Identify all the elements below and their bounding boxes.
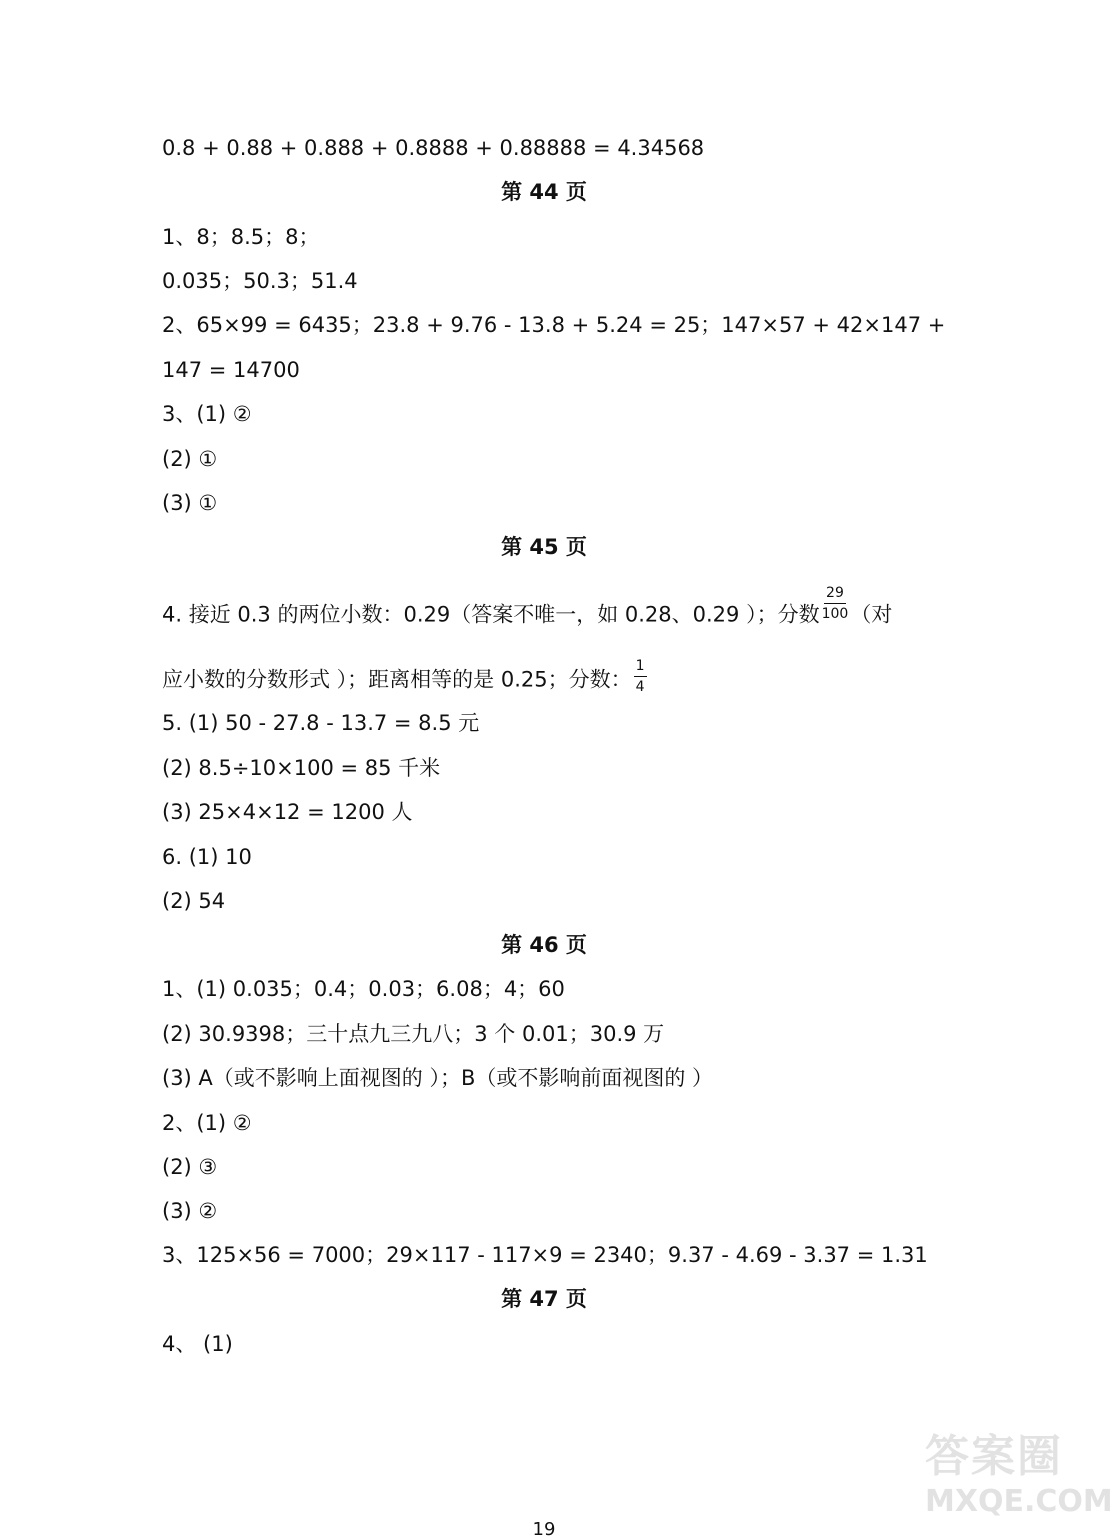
section-heading-page-44: 第 44 页 (501, 180, 587, 204)
section-heading-page-47: 第 47 页 (501, 1287, 587, 1311)
answer-line: 6. (1) 10 (162, 845, 252, 869)
answer-line: 0.8 + 0.88 + 0.888 + 0.8888 + 0.88888 = 4.34568 (162, 136, 705, 160)
fraction-denominator: 100 (821, 606, 849, 622)
answer-line: 1、(1) 0.035；0.4；0.03；6.08；4；60 (162, 977, 565, 1001)
watermark-text-top: 答案圈 (925, 1431, 1063, 1482)
fraction (822, 585, 849, 622)
answer-line-with-fraction (162, 585, 893, 634)
answer-line: 0.035；50.3；51.4 (162, 269, 358, 293)
answer-line: 3、(1) ② (162, 402, 252, 426)
answer-line: (2) ③ (162, 1155, 218, 1179)
answer-line: 2、(1) ② (162, 1111, 252, 1135)
answer-line: (3) 25×4×12 = 1200 人 (162, 800, 413, 824)
fraction (634, 658, 647, 695)
section-heading-page-46: 第 46 页 (501, 933, 587, 957)
answer-line: 4、 (1) (162, 1332, 233, 1356)
answer-text: 4. 接近 0.3 的两位小数：0.29（答案不唯一，如 0.28、0.29 ）；分数 (162, 602, 820, 627)
answer-line: (2) 30.9398；三十点九三九八；3 个 0.01；30.9 万 (162, 1022, 665, 1046)
answer-line: 1、8；8.5；8； (162, 225, 320, 249)
answer-line: 3、125×56 = 7000；29×117 - 117×9 = 2340；9.37 - 4.69 - 3.37 = 1.31 (162, 1243, 928, 1267)
answer-line: 2、65×99 = 6435；23.8 + 9.76 - 13.8 + 5.24 = 25；147×57 + 42×147 + (162, 313, 946, 337)
answer-line-with-fraction (162, 658, 649, 699)
answer-line: 147 = 14700 (162, 358, 300, 382)
answer-line: (2) ① (162, 447, 218, 471)
page-number: 19 (532, 1519, 556, 1540)
fraction-numerator: 29 (824, 585, 846, 604)
answer-text: 应小数的分数形式 ）；距离相等的是 0.25；分数： (162, 667, 632, 692)
watermark-logo (925, 1420, 1113, 1532)
answer-line: (3) ① (162, 491, 218, 515)
fraction-denominator: 4 (635, 679, 645, 695)
answer-text: （对 (850, 602, 893, 627)
answer-line: (3) A（或不影响上面视图的 ）；B（或不影响前面视图的 ） (162, 1066, 714, 1090)
answer-line: (2) 8.5÷10×100 = 85 千米 (162, 756, 441, 780)
watermark-text-bottom: MXQE.COM (925, 1484, 1113, 1519)
fraction-numerator: 1 (634, 658, 647, 677)
answer-line: (3) ② (162, 1199, 218, 1223)
answer-line: (2) 54 (162, 889, 226, 913)
section-heading-page-45: 第 45 页 (501, 535, 587, 559)
answer-line: 5. (1) 50 - 27.8 - 13.7 = 8.5 元 (162, 711, 480, 735)
